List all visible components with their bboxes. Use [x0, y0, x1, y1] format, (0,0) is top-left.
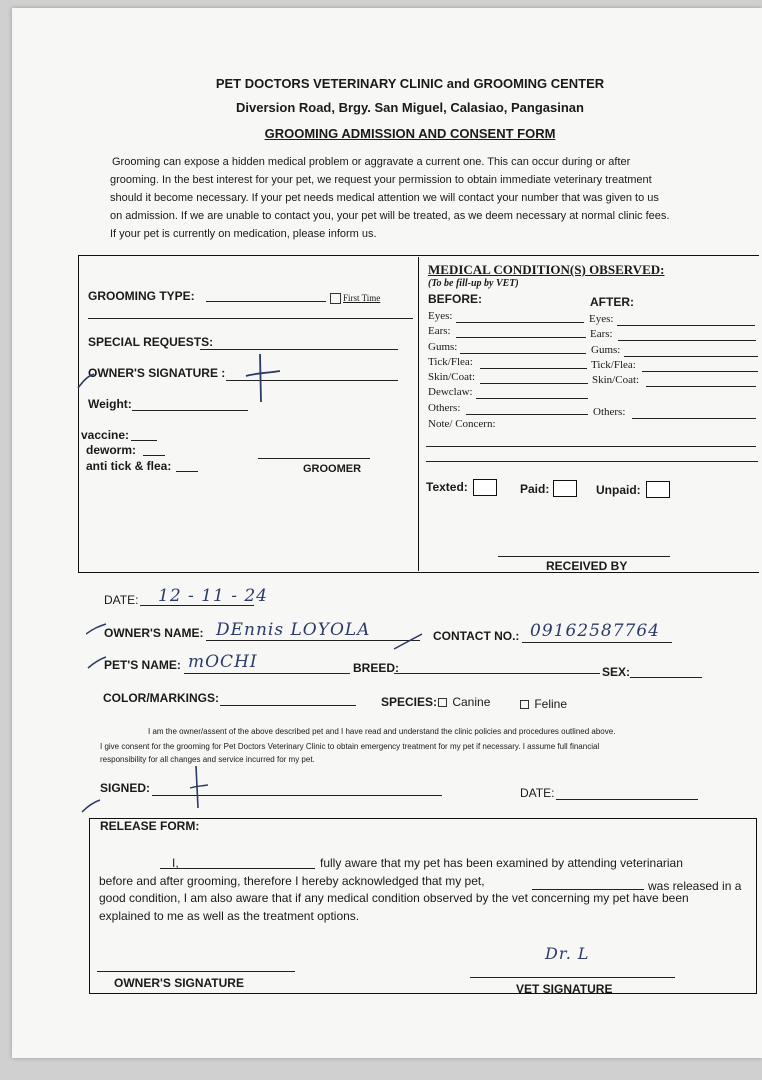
intro-line: Grooming can expose a hidden medical problem or aggravate a current one. This can occur during or after	[112, 156, 631, 168]
pet-name-label: PET'S NAME:	[104, 658, 181, 672]
weight-label: Weight:	[88, 397, 132, 411]
medical-title: MEDICAL CONDITION(S) OBSERVED:	[428, 262, 665, 277]
feline-option[interactable]	[520, 697, 567, 711]
before-eyes-field[interactable]	[456, 322, 584, 323]
after-eyes-field[interactable]	[617, 325, 755, 326]
note-line-1[interactable]	[426, 446, 756, 447]
grooming-type-label: GROOMING TYPE:	[88, 289, 195, 303]
intro-line: should it become necessary. If your pet needs medical attention we will contact your number that was given to us	[110, 192, 659, 204]
owner-signature-release-label: OWNER'S SIGNATURE	[114, 976, 244, 990]
contact-value: 09162587764	[530, 621, 660, 641]
signed-label: SIGNED:	[100, 781, 151, 795]
vet-signature-field[interactable]	[470, 977, 675, 978]
date2-field[interactable]	[556, 799, 698, 800]
before-gums: Gums:	[428, 341, 458, 353]
unpaid-label: Unpaid:	[596, 483, 641, 497]
vaccine-field[interactable]	[131, 440, 157, 441]
form-title: GROOMING ADMISSION AND CONSENT FORM	[264, 126, 556, 141]
vet-signature-label: VET SIGNATURE	[516, 982, 613, 996]
groomer-label: GROOMER	[303, 463, 362, 475]
feline-label: Feline	[534, 697, 568, 711]
vet-initials: Dr. L	[545, 944, 590, 963]
weight-field[interactable]	[132, 410, 248, 411]
column-divider	[418, 257, 419, 571]
first-time-option[interactable]	[330, 293, 380, 304]
after-heading: AFTER:	[590, 295, 634, 309]
canine-option[interactable]	[438, 695, 490, 709]
breed-label: BREED:	[353, 661, 400, 675]
after-tickflea: Tick/Flea:	[591, 359, 636, 371]
release-line-2b: was released in a	[648, 879, 742, 893]
owner-signature-label: OWNER'S SIGNATURE :	[88, 366, 226, 380]
date-label: DATE:	[104, 593, 139, 607]
first-time-label: First Time	[343, 293, 381, 303]
date2-label: DATE:	[520, 786, 555, 800]
note-line-2[interactable]	[426, 461, 758, 462]
anti-tick-field[interactable]	[176, 471, 198, 472]
after-tickflea-field[interactable]	[642, 371, 758, 372]
before-others-field[interactable]	[466, 414, 588, 415]
paid-checkbox[interactable]	[553, 480, 577, 497]
grooming-type-field[interactable]	[206, 301, 326, 302]
unpaid-checkbox[interactable]	[646, 481, 670, 498]
contact-label: CONTACT NO.:	[433, 629, 520, 643]
pet-name-value: mOCHI	[188, 652, 258, 672]
paid-label: Paid:	[520, 482, 550, 496]
before-dewclaw-field[interactable]	[476, 398, 588, 399]
vaccine-label: vaccine:	[81, 428, 130, 442]
after-ears: Ears:	[590, 328, 613, 340]
after-others-field[interactable]	[632, 418, 756, 419]
clinic-address: Diversion Road, Brgy. San Miguel, Calasiao, Pangasinan	[236, 100, 584, 115]
before-heading: BEFORE:	[428, 292, 482, 306]
release-form-box	[89, 818, 757, 994]
texted-checkbox[interactable]	[473, 479, 497, 496]
owner-name-value: DEnnis LOYOLA	[216, 620, 371, 640]
before-ears: Ears:	[428, 325, 451, 337]
release-title: RELEASE FORM:	[100, 819, 200, 833]
before-others: Others:	[428, 402, 461, 414]
received-by-label: RECEIVED BY	[546, 559, 628, 573]
grooming-type-line-2[interactable]	[88, 318, 413, 319]
release-pet-field[interactable]	[532, 889, 644, 890]
texted-label: Texted:	[426, 480, 468, 494]
before-tickflea: Tick/Flea:	[428, 356, 473, 368]
special-requests-label: SPECIAL REQUESTS:	[88, 335, 214, 349]
after-gums-field[interactable]	[624, 356, 758, 357]
signed-mark	[80, 760, 240, 820]
feline-checkbox[interactable]	[520, 700, 529, 709]
canine-checkbox[interactable]	[438, 698, 447, 707]
color-markings-field[interactable]	[220, 705, 356, 706]
before-gums-field[interactable]	[460, 353, 586, 354]
before-skincoat-field[interactable]	[480, 383, 588, 384]
intro-line: on admission. If we are unable to contact you, your pet will be treated, as we deem necessary at normal clinic fees.	[110, 210, 670, 222]
canine-label: Canine	[452, 695, 491, 709]
sex-field[interactable]	[630, 677, 702, 678]
release-line-2a: before and after grooming, therefore I hereby acknowledged that my pet,	[99, 874, 485, 888]
consent-line: I am the owner/assent of the above described pet and I have read and understand the clinic policies and procedures outlined above.	[148, 727, 616, 736]
handwritten-marks	[86, 616, 426, 686]
received-by-field[interactable]	[498, 556, 670, 557]
after-others: Others:	[593, 406, 626, 418]
intro-line: grooming. In the best interest for your pet, we request your permission to obtain immediate veterinary treatment	[110, 174, 652, 186]
deworm-field[interactable]	[143, 455, 165, 456]
consent-line: I give consent for the grooming for Pet Doctors Veterinary Clinic to obtain emergency treatment for my pet if necessary. I assume full financial	[100, 742, 600, 751]
release-line-1: fully aware that my pet has been examined by attending veterinarian	[320, 856, 683, 870]
before-eyes: Eyes:	[428, 310, 453, 322]
before-ears-field[interactable]	[456, 337, 586, 338]
release-line-4: explained to me as well as the treatment options.	[99, 909, 360, 923]
owner-name-label: OWNER'S NAME:	[104, 626, 204, 640]
medical-subtitle: (To be fill-up by VET)	[428, 278, 519, 289]
groomer-signature-field[interactable]	[258, 458, 370, 459]
before-skincoat: Skin/Coat:	[428, 371, 476, 383]
date-value: 12 - 11 - 24	[158, 586, 268, 606]
release-name-field[interactable]	[160, 868, 315, 869]
anti-tick-label: anti tick & flea:	[86, 459, 172, 473]
owner-signature-release-field[interactable]	[97, 971, 295, 972]
before-tickflea-field[interactable]	[480, 368, 587, 369]
note-concern-label: Note/ Concern:	[428, 418, 496, 430]
after-eyes: Eyes:	[589, 313, 614, 325]
contact-field[interactable]	[522, 642, 672, 643]
first-time-checkbox[interactable]	[330, 293, 341, 304]
sex-label: SEX:	[602, 665, 631, 679]
deworm-label: deworm:	[86, 443, 137, 457]
release-i: I,	[172, 856, 179, 870]
clinic-name: PET DOCTORS VETERINARY CLINIC and GROOMING CENTER	[215, 76, 605, 91]
after-gums: Gums:	[591, 344, 621, 356]
color-markings-label: COLOR/MARKINGS:	[103, 691, 219, 705]
release-line-3: good condition, I am also aware that if any medical condition observed by the vet concerning my pet have been	[99, 891, 689, 905]
after-skincoat: Skin/Coat:	[592, 374, 640, 386]
species-label: SPECIES:	[381, 695, 438, 709]
consent-line: responsibility for all changes and service incurred for my pet.	[100, 755, 315, 764]
before-dewclaw: Dewclaw:	[428, 386, 473, 398]
intro-line: If your pet is currently on medication, please inform us.	[110, 228, 377, 240]
after-skincoat-field[interactable]	[646, 386, 756, 387]
after-ears-field[interactable]	[618, 340, 756, 341]
